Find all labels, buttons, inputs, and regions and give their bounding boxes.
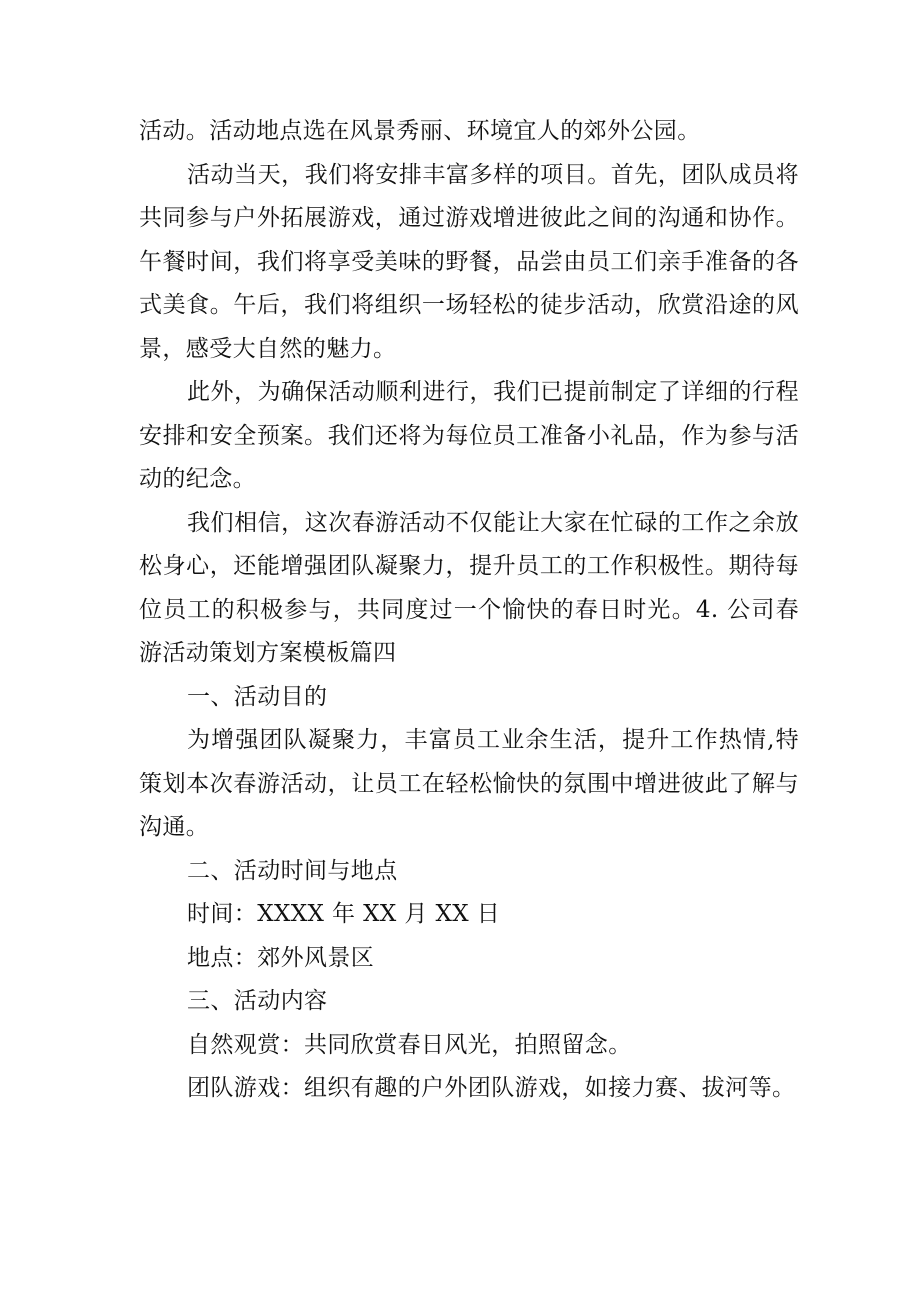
document-body (139, 110, 799, 1111)
content-item-games: 团队游戏：组织有趣的户外团队游戏，如接力赛、拔河等。 (187, 1075, 796, 1101)
content-item-nature: 自然观赏：共同欣赏春日风光，拍照留念。 (187, 1031, 632, 1058)
paragraph-3: 此外，为确保活动顺利进行，我们已提前制定了详细的行程安排和安全预案。我们还将为每位员工准备小礼品，作为参与活动的纪念。 (139, 379, 799, 492)
time-line: 时间：XXXX 年 XX 月 XX 日 (187, 901, 501, 927)
section-heading-content: 三、活动内容 (187, 988, 328, 1014)
section-heading-purpose: 一、活动目的 (187, 683, 328, 710)
paragraph-1: 活动。活动地点选在风景秀丽、环境宜人的郊外公园。 (139, 118, 701, 144)
paragraph-4: 我们相信，这次春游活动不仅能让大家在忙碌的工作之余放松身心，还能增强团队凝聚力，提升员工的工作积极性。期待每位员工的积极参与，共同度过一个愉快的春日时光。4. 公司春游活动策划方案模板篇四 (139, 509, 799, 666)
place-line: 地点：郊外风景区 (187, 944, 375, 971)
paragraph-2: 活动当天，我们将安排丰富多样的项目。首先，团队成员将共同参与户外拓展游戏，通过游戏增进彼此之间的沟通和协作。午餐时间，我们将享受美味的野餐，品尝由员工们亲手准备的各式美食。午后，我们将组织一场轻松的徒步活动，欣赏沿途的风景，感受大自然的魅力。 (139, 161, 799, 362)
section-heading-time-place: 二、活动时间与地点 (187, 857, 398, 884)
paragraph-purpose: 为增强团队凝聚力，丰富员工业余生活，提升工作热情,特策划本次春游活动，让员工在轻松愉快的氛围中增进彼此了解与沟通。 (139, 727, 799, 840)
